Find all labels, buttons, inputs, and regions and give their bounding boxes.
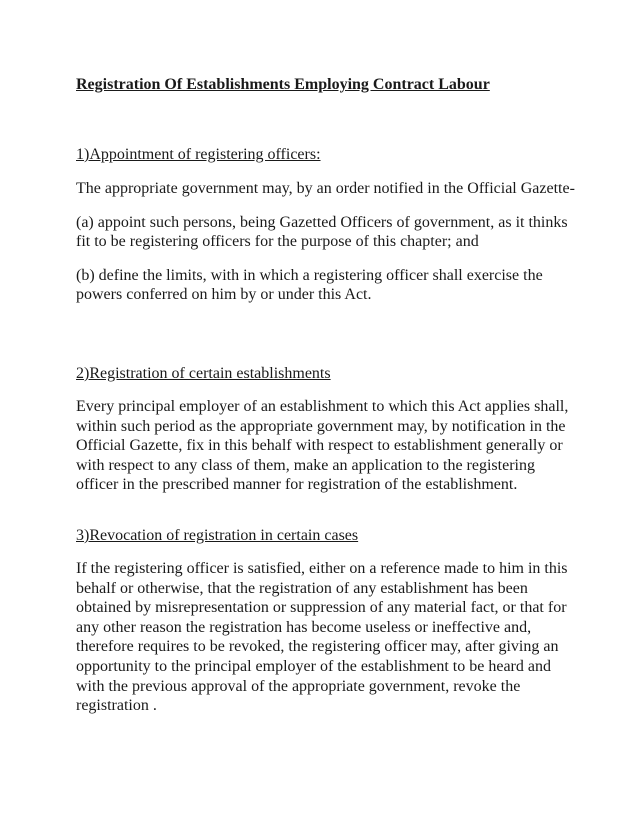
section-heading: 3)Revocation of registration in certain cases (76, 527, 359, 544)
section-paragraph: (a) appoint such persons, being Gazetted Officers of government, as it thinks fit to be registering officers for the purpose of this chapter; and (76, 213, 568, 251)
section-heading: 1)Appointment of registering officers: (76, 146, 321, 163)
section-paragraph: If the registering officer is satisfied, either on a reference made to him in this behalf or otherwise, that the registration of any establishment has been obtained by misrepresentation or suppression of any material fact, or that for any other reason the registration has become useless or ineffective and, therefore requires to be revoked, the registering officer may, after giving an opportunity to the principal employer of the establishment to be heard and with the previous approval of the appropriate government, revoke the registration . (76, 560, 568, 715)
section-paragraph: (b) define the limits, with in which a registering officer shall exercise the powers conferred on him by or under this Act. (76, 266, 543, 304)
section-heading: 2)Registration of certain establishments (76, 365, 331, 382)
section-revocation-of-registration (76, 525, 576, 716)
document-title: Registration Of Establishments Employing Contract Labour (76, 76, 490, 93)
section-paragraph: Every principal employer of an establishment to which this Act applies shall, within such period as the appropriate government may, by notification in the Official Gazette, fix in this behalf with respect to establishment generally or with respect to any class of them, make an application to the registering officer in the prescribed manner for registration of the establishment. (76, 398, 569, 494)
section-appointment-of-registering-officers (76, 144, 576, 319)
section-registration-of-certain-establishments (76, 363, 576, 495)
section-paragraph: The appropriate government may, by an order notified in the Official Gazette- (76, 180, 575, 197)
